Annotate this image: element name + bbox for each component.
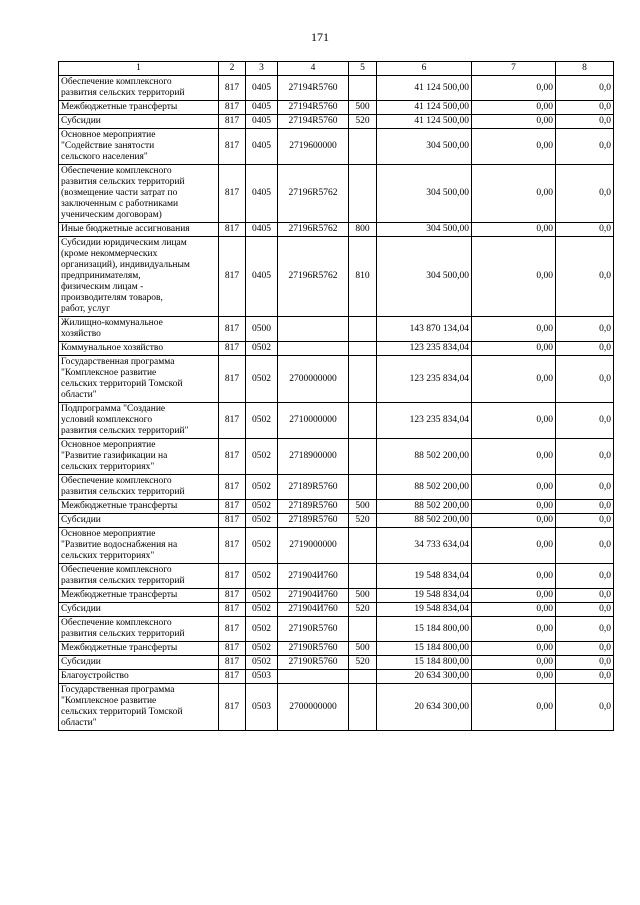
section-code-cell: 0405 bbox=[246, 76, 278, 101]
amount-cell: 41 124 500,00 bbox=[377, 101, 472, 115]
table-row bbox=[59, 237, 614, 317]
expense-type-cell bbox=[349, 342, 377, 356]
ministry-code-cell: 817 bbox=[219, 223, 246, 237]
expense-type-cell bbox=[349, 317, 377, 342]
expense-type-cell: 520 bbox=[349, 656, 377, 670]
expense-type-cell bbox=[349, 617, 377, 642]
row-description-cell: Обеспечение комплексного развития сельских территорий bbox=[59, 617, 219, 642]
amount-cell: 19 548 834,04 bbox=[377, 603, 472, 617]
section-code-cell: 0502 bbox=[246, 564, 278, 589]
section-code-cell: 0502 bbox=[246, 617, 278, 642]
amount-cell: 0,0 bbox=[556, 475, 614, 500]
target-article-cell: 27196R5762 bbox=[278, 165, 349, 223]
amount-cell: 0,0 bbox=[556, 670, 614, 684]
row-description-cell: Подпрограмма "Создание условий комплексного развития сельских территорий" bbox=[59, 403, 219, 439]
target-article-cell: 2719600000 bbox=[278, 129, 349, 165]
amount-cell: 0,0 bbox=[556, 656, 614, 670]
row-description-cell: Благоустройство bbox=[59, 670, 219, 684]
target-article-cell: 27196R5762 bbox=[278, 223, 349, 237]
row-description-cell: Субсидии bbox=[59, 656, 219, 670]
amount-cell: 0,00 bbox=[472, 528, 556, 564]
section-code-cell: 0502 bbox=[246, 342, 278, 356]
table-row bbox=[59, 684, 614, 731]
table-row bbox=[59, 342, 614, 356]
target-article-cell: 2718900000 bbox=[278, 439, 349, 475]
row-description-cell: Иные бюджетные ассигнования bbox=[59, 223, 219, 237]
column-header: 3 bbox=[246, 62, 278, 76]
amount-cell: 0,0 bbox=[556, 342, 614, 356]
target-article-cell: 27189R5760 bbox=[278, 500, 349, 514]
expense-type-cell: 500 bbox=[349, 101, 377, 115]
row-description-cell: Субсидии bbox=[59, 514, 219, 528]
amount-cell: 0,00 bbox=[472, 656, 556, 670]
section-code-cell: 0502 bbox=[246, 356, 278, 403]
ministry-code-cell: 817 bbox=[219, 642, 246, 656]
expense-type-cell bbox=[349, 684, 377, 731]
section-code-cell: 0502 bbox=[246, 528, 278, 564]
budget-table bbox=[58, 61, 614, 731]
target-article-cell: 2700000000 bbox=[278, 356, 349, 403]
amount-cell: 0,0 bbox=[556, 223, 614, 237]
target-article-cell: 2710000000 bbox=[278, 403, 349, 439]
table-row bbox=[59, 670, 614, 684]
expense-type-cell: 500 bbox=[349, 642, 377, 656]
amount-cell: 123 235 834,04 bbox=[377, 342, 472, 356]
expense-type-cell bbox=[349, 528, 377, 564]
ministry-code-cell: 817 bbox=[219, 237, 246, 317]
target-article-cell bbox=[278, 342, 349, 356]
table-row bbox=[59, 317, 614, 342]
amount-cell: 0,0 bbox=[556, 356, 614, 403]
amount-cell: 0,00 bbox=[472, 403, 556, 439]
row-description-cell: Межбюджетные трансферты bbox=[59, 500, 219, 514]
column-header: 6 bbox=[377, 62, 472, 76]
amount-cell: 88 502 200,00 bbox=[377, 475, 472, 500]
amount-cell: 0,00 bbox=[472, 642, 556, 656]
row-description-cell: Государственная программа "Комплексное развитие сельских территорий Томской области" bbox=[59, 684, 219, 731]
table-row bbox=[59, 403, 614, 439]
amount-cell: 0,00 bbox=[472, 670, 556, 684]
section-code-cell: 0503 bbox=[246, 670, 278, 684]
amount-cell: 0,00 bbox=[472, 617, 556, 642]
table-row bbox=[59, 617, 614, 642]
section-code-cell: 0502 bbox=[246, 403, 278, 439]
amount-cell: 0,0 bbox=[556, 684, 614, 731]
expense-type-cell bbox=[349, 475, 377, 500]
row-description-cell: Обеспечение комплексного развития сельских территорий bbox=[59, 76, 219, 101]
amount-cell: 0,00 bbox=[472, 356, 556, 403]
table-row bbox=[59, 101, 614, 115]
amount-cell: 0,00 bbox=[472, 76, 556, 101]
amount-cell: 41 124 500,00 bbox=[377, 115, 472, 129]
table-row bbox=[59, 514, 614, 528]
target-article-cell: 2700000000 bbox=[278, 684, 349, 731]
amount-cell: 34 733 634,04 bbox=[377, 528, 472, 564]
amount-cell: 0,00 bbox=[472, 500, 556, 514]
ministry-code-cell: 817 bbox=[219, 670, 246, 684]
table-row bbox=[59, 589, 614, 603]
expense-type-cell: 500 bbox=[349, 589, 377, 603]
table-row bbox=[59, 165, 614, 223]
section-code-cell: 0405 bbox=[246, 237, 278, 317]
target-article-cell: 27190R5760 bbox=[278, 617, 349, 642]
amount-cell: 15 184 800,00 bbox=[377, 656, 472, 670]
row-description-cell: Межбюджетные трансферты bbox=[59, 589, 219, 603]
expense-type-cell bbox=[349, 356, 377, 403]
amount-cell: 0,0 bbox=[556, 317, 614, 342]
ministry-code-cell: 817 bbox=[219, 439, 246, 475]
expense-type-cell bbox=[349, 129, 377, 165]
amount-cell: 143 870 134,04 bbox=[377, 317, 472, 342]
amount-cell: 41 124 500,00 bbox=[377, 76, 472, 101]
ministry-code-cell: 817 bbox=[219, 528, 246, 564]
ministry-code-cell: 817 bbox=[219, 317, 246, 342]
section-code-cell: 0500 bbox=[246, 317, 278, 342]
amount-cell: 0,0 bbox=[556, 514, 614, 528]
amount-cell: 15 184 800,00 bbox=[377, 642, 472, 656]
target-article-cell: 2719000000 bbox=[278, 528, 349, 564]
amount-cell: 88 502 200,00 bbox=[377, 439, 472, 475]
amount-cell: 304 500,00 bbox=[377, 237, 472, 317]
ministry-code-cell: 817 bbox=[219, 356, 246, 403]
table-row bbox=[59, 475, 614, 500]
amount-cell: 304 500,00 bbox=[377, 223, 472, 237]
section-code-cell: 0502 bbox=[246, 439, 278, 475]
amount-cell: 0,00 bbox=[472, 564, 556, 589]
expense-type-cell bbox=[349, 670, 377, 684]
column-header: 8 bbox=[556, 62, 614, 76]
ministry-code-cell: 817 bbox=[219, 514, 246, 528]
row-description-cell: Обеспечение комплексного развития сельских территорий (возмещение части затрат по заключенным с работниками ученическим договорам) bbox=[59, 165, 219, 223]
ministry-code-cell: 817 bbox=[219, 656, 246, 670]
amount-cell: 0,0 bbox=[556, 76, 614, 101]
ministry-code-cell: 817 bbox=[219, 684, 246, 731]
amount-cell: 0,0 bbox=[556, 129, 614, 165]
amount-cell: 0,00 bbox=[472, 475, 556, 500]
expense-type-cell bbox=[349, 564, 377, 589]
ministry-code-cell: 817 bbox=[219, 475, 246, 500]
table-row bbox=[59, 528, 614, 564]
amount-cell: 123 235 834,04 bbox=[377, 356, 472, 403]
ministry-code-cell: 817 bbox=[219, 403, 246, 439]
amount-cell: 0,0 bbox=[556, 589, 614, 603]
ministry-code-cell: 817 bbox=[219, 617, 246, 642]
target-article-cell: 27196R5762 bbox=[278, 237, 349, 317]
section-code-cell: 0502 bbox=[246, 589, 278, 603]
amount-cell: 0,00 bbox=[472, 223, 556, 237]
expense-type-cell bbox=[349, 76, 377, 101]
row-description-cell: Государственная программа "Комплексное развитие сельских территорий Томской области" bbox=[59, 356, 219, 403]
expense-type-cell: 500 bbox=[349, 500, 377, 514]
ministry-code-cell: 817 bbox=[219, 76, 246, 101]
table-row bbox=[59, 656, 614, 670]
amount-cell: 0,00 bbox=[472, 129, 556, 165]
ministry-code-cell: 817 bbox=[219, 603, 246, 617]
target-article-cell: 271904И760 bbox=[278, 603, 349, 617]
section-code-cell: 0405 bbox=[246, 129, 278, 165]
row-description-cell: Субсидии bbox=[59, 115, 219, 129]
section-code-cell: 0405 bbox=[246, 223, 278, 237]
amount-cell: 19 548 834,04 bbox=[377, 589, 472, 603]
amount-cell: 0,0 bbox=[556, 237, 614, 317]
column-header: 7 bbox=[472, 62, 556, 76]
section-code-cell: 0502 bbox=[246, 642, 278, 656]
row-description-cell: Субсидии юридическим лицам (кроме некоммерческих организаций), индивидуальным предпринимателям, физическим лицам - производителям товаров, работ, услуг bbox=[59, 237, 219, 317]
column-header: 4 bbox=[278, 62, 349, 76]
ministry-code-cell: 817 bbox=[219, 500, 246, 514]
table-row bbox=[59, 223, 614, 237]
target-article-cell: 271904И760 bbox=[278, 564, 349, 589]
amount-cell: 0,00 bbox=[472, 317, 556, 342]
target-article-cell: 27189R5760 bbox=[278, 475, 349, 500]
section-code-cell: 0502 bbox=[246, 656, 278, 670]
row-description-cell: Межбюджетные трансферты bbox=[59, 101, 219, 115]
ministry-code-cell: 817 bbox=[219, 165, 246, 223]
row-description-cell: Коммунальное хозяйство bbox=[59, 342, 219, 356]
row-description-cell: Основное мероприятие "Развитие водоснабжения на сельских территориях" bbox=[59, 528, 219, 564]
amount-cell: 0,0 bbox=[556, 101, 614, 115]
target-article-cell: 27194R5760 bbox=[278, 101, 349, 115]
amount-cell: 0,0 bbox=[556, 165, 614, 223]
amount-cell: 304 500,00 bbox=[377, 129, 472, 165]
amount-cell: 0,0 bbox=[556, 115, 614, 129]
expense-type-cell: 810 bbox=[349, 237, 377, 317]
expense-type-cell: 800 bbox=[349, 223, 377, 237]
target-article-cell: 271904И760 bbox=[278, 589, 349, 603]
ministry-code-cell: 817 bbox=[219, 564, 246, 589]
amount-cell: 0,00 bbox=[472, 165, 556, 223]
ministry-code-cell: 817 bbox=[219, 589, 246, 603]
section-code-cell: 0405 bbox=[246, 101, 278, 115]
ministry-code-cell: 817 bbox=[219, 115, 246, 129]
table-row bbox=[59, 603, 614, 617]
ministry-code-cell: 817 bbox=[219, 129, 246, 165]
amount-cell: 0,00 bbox=[472, 237, 556, 317]
column-header: 2 bbox=[219, 62, 246, 76]
section-code-cell: 0405 bbox=[246, 165, 278, 223]
column-header: 1 bbox=[59, 62, 219, 76]
amount-cell: 0,00 bbox=[472, 342, 556, 356]
amount-cell: 0,00 bbox=[472, 603, 556, 617]
target-article-cell: 27190R5760 bbox=[278, 656, 349, 670]
row-description-cell: Основное мероприятие "Развитие газификации на сельских территориях" bbox=[59, 439, 219, 475]
page-number: 171 bbox=[311, 30, 329, 44]
table-row bbox=[59, 76, 614, 101]
table-row bbox=[59, 500, 614, 514]
expense-type-cell bbox=[349, 439, 377, 475]
section-code-cell: 0502 bbox=[246, 603, 278, 617]
target-article-cell: 27194R5760 bbox=[278, 76, 349, 101]
amount-cell: 88 502 200,00 bbox=[377, 514, 472, 528]
table-header-row bbox=[59, 62, 614, 76]
target-article-cell bbox=[278, 317, 349, 342]
ministry-code-cell: 817 bbox=[219, 342, 246, 356]
amount-cell: 0,0 bbox=[556, 603, 614, 617]
amount-cell: 0,00 bbox=[472, 514, 556, 528]
target-article-cell: 27190R5760 bbox=[278, 642, 349, 656]
row-description-cell: Обеспечение комплексного развития сельских территорий bbox=[59, 475, 219, 500]
expense-type-cell bbox=[349, 403, 377, 439]
table-row bbox=[59, 115, 614, 129]
amount-cell: 88 502 200,00 bbox=[377, 500, 472, 514]
target-article-cell: 27189R5760 bbox=[278, 514, 349, 528]
amount-cell: 19 548 834,04 bbox=[377, 564, 472, 589]
table-row bbox=[59, 564, 614, 589]
row-description-cell: Основное мероприятие "Содействие занятости сельского населения" bbox=[59, 129, 219, 165]
ministry-code-cell: 817 bbox=[219, 101, 246, 115]
table-row bbox=[59, 129, 614, 165]
amount-cell: 0,00 bbox=[472, 439, 556, 475]
amount-cell: 0,0 bbox=[556, 500, 614, 514]
amount-cell: 0,0 bbox=[556, 528, 614, 564]
section-code-cell: 0405 bbox=[246, 115, 278, 129]
expense-type-cell: 520 bbox=[349, 514, 377, 528]
row-description-cell: Обеспечение комплексного развития сельских территорий bbox=[59, 564, 219, 589]
table-row bbox=[59, 642, 614, 656]
table-row bbox=[59, 439, 614, 475]
target-article-cell: 27194R5760 bbox=[278, 115, 349, 129]
section-code-cell: 0503 bbox=[246, 684, 278, 731]
column-header: 5 bbox=[349, 62, 377, 76]
amount-cell: 0,0 bbox=[556, 403, 614, 439]
amount-cell: 0,00 bbox=[472, 101, 556, 115]
expense-type-cell: 520 bbox=[349, 603, 377, 617]
expense-type-cell bbox=[349, 165, 377, 223]
table-row bbox=[59, 356, 614, 403]
amount-cell: 0,0 bbox=[556, 642, 614, 656]
amount-cell: 20 634 300,00 bbox=[377, 670, 472, 684]
amount-cell: 0,00 bbox=[472, 115, 556, 129]
row-description-cell: Межбюджетные трансферты bbox=[59, 642, 219, 656]
row-description-cell: Жилищно-коммунальное хозяйство bbox=[59, 317, 219, 342]
amount-cell: 304 500,00 bbox=[377, 165, 472, 223]
amount-cell: 20 634 300,00 bbox=[377, 684, 472, 731]
section-code-cell: 0502 bbox=[246, 514, 278, 528]
amount-cell: 0,0 bbox=[556, 617, 614, 642]
row-description-cell: Субсидии bbox=[59, 603, 219, 617]
expense-type-cell: 520 bbox=[349, 115, 377, 129]
section-code-cell: 0502 bbox=[246, 475, 278, 500]
amount-cell: 0,0 bbox=[556, 439, 614, 475]
amount-cell: 123 235 834,04 bbox=[377, 403, 472, 439]
amount-cell: 0,0 bbox=[556, 564, 614, 589]
section-code-cell: 0502 bbox=[246, 500, 278, 514]
amount-cell: 0,00 bbox=[472, 684, 556, 731]
target-article-cell bbox=[278, 670, 349, 684]
amount-cell: 15 184 800,00 bbox=[377, 617, 472, 642]
amount-cell: 0,00 bbox=[472, 589, 556, 603]
